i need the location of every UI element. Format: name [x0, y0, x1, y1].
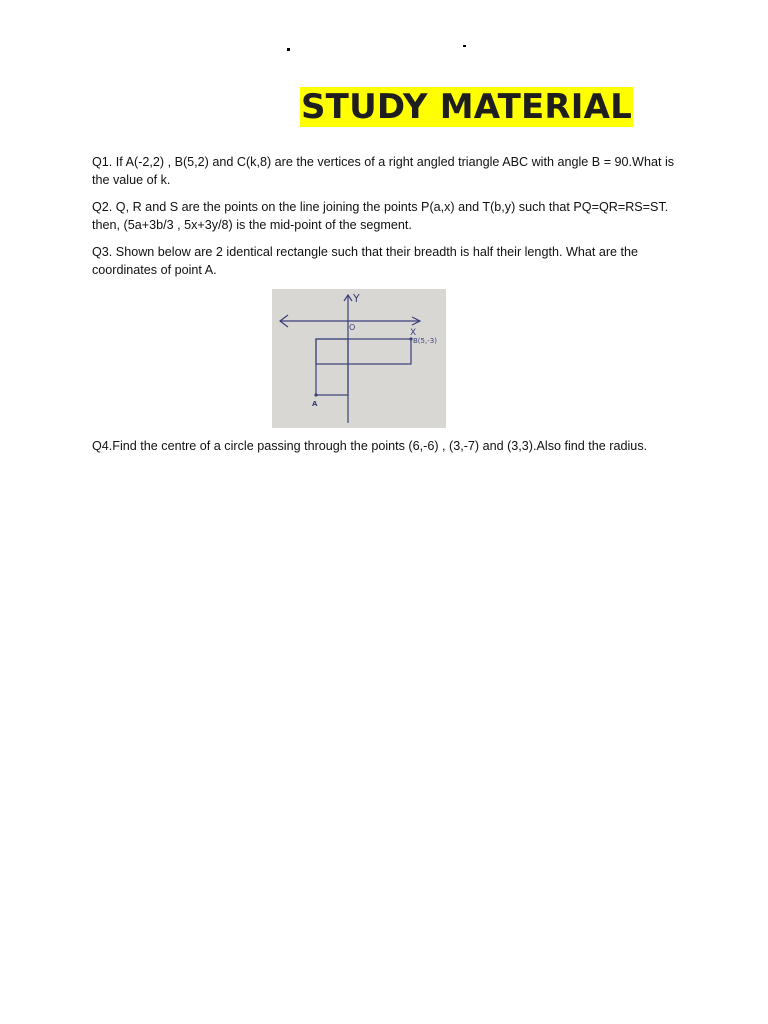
point-b-label: B(5,-3): [413, 337, 437, 345]
question-3: Q3. Shown below are 2 identical rectangle such that their breadth is half their length. What are the coordinates of point A.: [92, 245, 639, 277]
x-axis-label: X: [410, 328, 417, 338]
origin-label: O: [349, 323, 356, 332]
question-4: Q4.Find the centre of a circle passing through the points (6,-6) , (3,-7) and (3,3).Also find the radius.: [92, 439, 648, 453]
page-title: STUDY MATERIAL: [301, 87, 633, 127]
point-a-label: A: [312, 400, 318, 408]
question-1: Q1. If A(-2,2) , B(5,2) and C(k,8) are the vertices of a right angled triangle ABC with angle B = 90.What is the value of k.: [92, 155, 675, 187]
stray-mark: [463, 45, 466, 47]
stray-mark: [287, 48, 290, 51]
horizontal-rectangle: [316, 339, 411, 364]
point-a-marker: [314, 393, 317, 396]
vertical-rectangle: [316, 339, 348, 395]
rectangles-figure: [272, 289, 446, 428]
y-axis-label: Y: [353, 292, 360, 305]
question-2: Q2. Q, R and S are the points on the line joining the points P(a,x) and T(b,y) such that PQ=QR=RS=ST. then, (5a+3b/3 , 5x+3y/8) is the mid-point of the segment.: [92, 200, 669, 232]
